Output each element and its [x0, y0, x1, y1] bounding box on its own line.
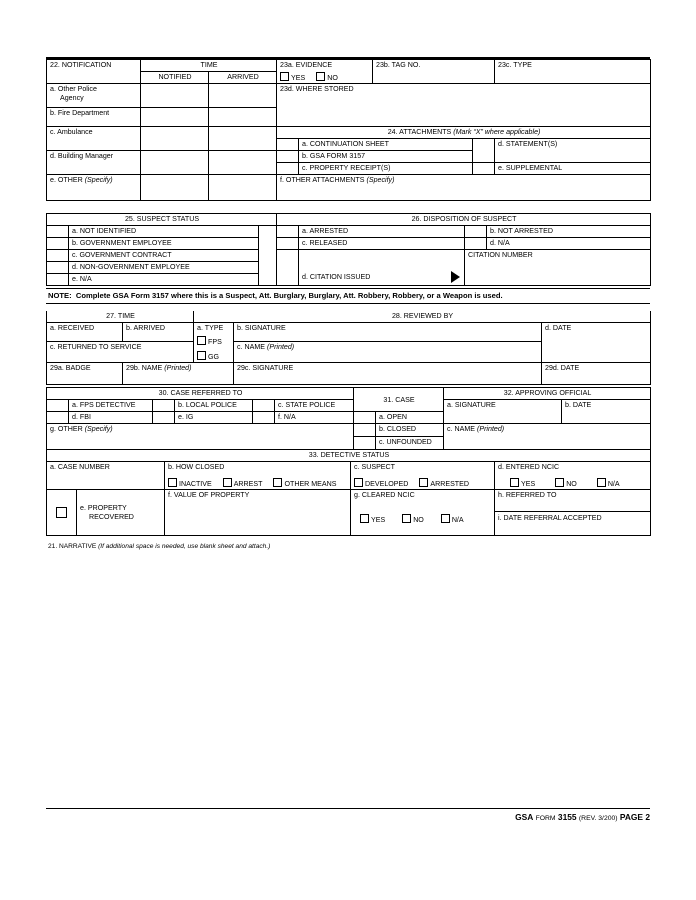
section-32-title: 32. APPROVING OFFICIAL: [444, 388, 651, 400]
suspect-d-mark[interactable]: [47, 262, 69, 274]
referral-a-mark[interactable]: [47, 400, 69, 412]
row-building-manager-label: d. Building Manager: [47, 151, 141, 175]
referral-f-mark[interactable]: [253, 412, 275, 424]
time-received-cell[interactable]: [47, 323, 123, 342]
property-recovered-line1: e. PROPERTY: [80, 504, 127, 513]
reviewer-name-cell[interactable]: c. NAME (Printed): [234, 341, 542, 362]
time-arrived-cell[interactable]: [123, 323, 194, 342]
suspect-e-label: e. N/A: [69, 274, 259, 286]
attachment-c-label: c. PROPERTY RECEIPT(S): [299, 163, 473, 175]
suspect-c-mark[interactable]: [47, 250, 69, 262]
evidence-no-label: NO: [327, 73, 338, 82]
disposition-dna-label: d. N/A: [487, 238, 651, 250]
note-text: NOTE: Complete GSA Form 3157 where this is a Suspect, Att. Burglary, Burglary, Att. Robbery, Robbery, or a Weapon is used.: [48, 291, 503, 300]
footer-agency: GSA: [515, 812, 534, 822]
badge-label: 29a. BADGE: [50, 363, 91, 372]
case-unfounded-label: c. UNFOUNDED: [376, 437, 444, 450]
other-arrived-field[interactable]: [209, 175, 277, 201]
checkbox-icon[interactable]: [273, 478, 282, 487]
section-33-title: 33. DETECTIVE STATUS: [47, 450, 651, 462]
time-header: TIME: [141, 60, 277, 72]
other-attachments-label: f. OTHER ATTACHMENTS: [280, 176, 367, 185]
attachment-e-mark[interactable]: [473, 163, 495, 175]
referral-other-label: g. OTHER: [50, 425, 85, 433]
suspect-a-mark[interactable]: [47, 226, 69, 238]
footer-revision: (REV. 3/200): [578, 815, 618, 822]
row-fire-department-label: b. Fire Department: [47, 108, 141, 127]
tag-no-cell[interactable]: [373, 60, 495, 84]
building-mgr-arrived-field[interactable]: [209, 151, 277, 175]
detective-suspect-cell: [351, 462, 495, 490]
date-referral-accepted-cell[interactable]: [495, 512, 650, 523]
case-open-label: a. OPEN: [376, 412, 444, 424]
entered-ncic-yes-option[interactable]: YES: [510, 478, 535, 489]
disposition-c-label: c. RELEASED: [299, 238, 465, 250]
footer-page-number: PAGE 2: [619, 812, 650, 822]
checkbox-icon[interactable]: [597, 478, 606, 487]
narrative-label: 21. NARRATIVE: [48, 543, 99, 550]
cleared-ncic-na-option[interactable]: N/A: [441, 514, 464, 525]
officer-date-label: 29d. DATE: [545, 363, 580, 372]
suspect-b-mark[interactable]: [47, 238, 69, 250]
officer-name-cell[interactable]: 29b. NAME (Printed): [123, 362, 234, 384]
footer-form-number: 3155: [557, 812, 577, 822]
col-notified-header: NOTIFIED: [141, 72, 209, 84]
value-of-property-cell[interactable]: [165, 490, 351, 536]
disposition-a-label: a. ARRESTED: [299, 226, 465, 238]
suspect-a-label: a. NOT IDENTIFIED: [69, 226, 259, 238]
checkbox-icon[interactable]: [223, 478, 232, 487]
detective-status-block: [46, 449, 651, 536]
ambulance-notified-field[interactable]: [141, 127, 209, 151]
citation-number-label: CITATION NUMBER: [468, 251, 533, 259]
attachment-a-mark[interactable]: [277, 139, 299, 151]
other-police-arrived-field[interactable]: [209, 84, 277, 108]
disposition-b-mark[interactable]: [465, 226, 487, 238]
citation-issued-label: d. CITATION ISSUED: [302, 273, 371, 282]
form-page: [46, 0, 650, 900]
case-open-mark[interactable]: [354, 412, 376, 424]
referral-d-mark[interactable]: [47, 412, 69, 424]
reviewer-signature-label: b. SIGNATURE: [237, 324, 286, 332]
referral-b-label: b. LOCAL POLICE: [175, 400, 253, 412]
suspect-b-label: b. GOVERNMENT EMPLOYEE: [69, 238, 259, 250]
suspect-status-blank-col: [259, 226, 277, 286]
disposition-b-label: b. NOT ARRESTED: [487, 226, 651, 238]
row-other-police-agency-label: a. Other Police Agency: [47, 84, 141, 108]
how-closed-arrest-option[interactable]: ARREST: [223, 478, 263, 489]
checkbox-icon[interactable]: [360, 514, 369, 523]
evidence-label: 23a. EVIDENCE: [280, 61, 333, 69]
referral-b-mark[interactable]: [153, 400, 175, 412]
suspect-e-mark[interactable]: [47, 274, 69, 286]
referral-e-mark[interactable]: [153, 412, 175, 424]
attachment-a-label: a. CONTINUATION SHEET: [299, 139, 473, 151]
type-gg-option[interactable]: GG: [197, 347, 231, 362]
referral-other-cell[interactable]: g. OTHER (Specify): [47, 424, 354, 450]
checkbox-icon[interactable]: [402, 514, 411, 523]
reviewer-name-label: c. NAME: [237, 342, 267, 351]
case-closed-label: b. CLOSED: [376, 424, 444, 437]
checkbox-icon[interactable]: [56, 507, 67, 518]
checkbox-icon[interactable]: [354, 478, 363, 487]
approving-signature-label: a. SIGNATURE: [447, 401, 496, 409]
attachment-e-label: e. SUPPLEMENTAL: [495, 163, 651, 175]
entered-ncic-no-option[interactable]: NO: [555, 478, 577, 489]
detective-case-number-label: a. CASE NUMBER: [50, 463, 110, 471]
checkbox-icon[interactable]: [280, 72, 289, 81]
how-closed-label: b. HOW CLOSED: [168, 463, 225, 471]
citation-number-cell[interactable]: [465, 250, 651, 286]
badge-cell[interactable]: [47, 362, 123, 384]
right-triangle-icon: [451, 271, 460, 283]
section-27-title: 27. TIME: [47, 311, 194, 323]
evidence-yes-option[interactable]: [280, 72, 305, 83]
type-cell: [194, 323, 234, 363]
referral-c-label: c. STATE POLICE: [275, 400, 354, 412]
evidence-no-option[interactable]: [316, 72, 338, 83]
other-attachments-cell[interactable]: f. OTHER ATTACHMENTS (Specify): [277, 175, 651, 201]
returned-to-service-label: c. RETURNED TO SERVICE: [50, 342, 142, 351]
suspect-status-disposition-block: [46, 213, 651, 286]
other-police-notified-field[interactable]: [141, 84, 209, 108]
cleared-ncic-cell: [351, 490, 495, 536]
type-fps-option[interactable]: FPS: [197, 333, 231, 347]
section-25-title: 25. SUSPECT STATUS: [47, 214, 277, 226]
property-recovered-label-cell: [77, 490, 165, 536]
referred-to-label: h. REFERRED TO: [498, 491, 557, 500]
referral-c-mark[interactable]: [253, 400, 275, 412]
tag-no-label: 23b. TAG NO.: [376, 61, 421, 69]
disposition-citation-mark[interactable]: [277, 250, 299, 286]
time-received-label: a. RECEIVED: [50, 324, 95, 332]
approving-date-label: b. DATE: [565, 401, 592, 409]
attachment-d-label: d. STATEMENT(S): [495, 139, 651, 163]
building-mgr-notified-field[interactable]: [141, 151, 209, 175]
value-of-property-label: f. VALUE OF PROPERTY: [168, 491, 250, 500]
approving-signature-cell[interactable]: [444, 400, 562, 424]
other-notified-field[interactable]: [141, 175, 209, 201]
how-closed-inactive-option[interactable]: INACTIVE: [168, 478, 212, 489]
checkbox-icon[interactable]: [197, 336, 206, 345]
note-row: [46, 288, 650, 304]
section-31-title: 31. CASE: [354, 388, 444, 412]
cleared-ncic-label: g. CLEARED NCIC: [354, 491, 415, 500]
officer-date-cell[interactable]: [542, 362, 651, 384]
referral-e-label: e. IG: [175, 412, 253, 424]
checkbox-icon[interactable]: [316, 72, 325, 81]
entered-ncic-label: d. ENTERED NCIC: [498, 463, 560, 471]
section-28-title: 28. REVIEWED BY: [194, 311, 651, 323]
footer-form-word: FORM: [535, 815, 556, 822]
officer-signature-label: 29c. SIGNATURE: [237, 363, 294, 372]
referral-case-approving-block: [46, 387, 651, 450]
row-other-specify-label: e. OTHER (Specify): [47, 175, 141, 201]
where-stored-label: 23d. WHERE STORED: [280, 85, 354, 94]
approving-name-cell[interactable]: c. NAME (Printed): [444, 424, 651, 450]
section-22-title: 22. NOTIFICATION: [47, 60, 141, 84]
date-referral-accepted-label: i. DATE REFERRAL ACCEPTED: [498, 514, 602, 523]
section-26-title: 26. DISPOSITION OF SUSPECT: [277, 214, 651, 226]
attachment-b-mark[interactable]: [277, 151, 299, 163]
disposition-c-mark[interactable]: [277, 238, 299, 250]
evidence-yes-label: YES: [291, 73, 306, 82]
attachment-d-mark[interactable]: [473, 139, 495, 163]
cleared-ncic-yes-option[interactable]: YES: [360, 514, 385, 525]
col-arrived-header: ARRIVED: [209, 72, 277, 84]
notification-attachments-block: [46, 59, 651, 201]
suspect-arrested-option[interactable]: ARRESTED: [419, 478, 469, 489]
disposition-a-mark[interactable]: [277, 226, 299, 238]
referral-f-label: f. N/A: [275, 412, 354, 424]
detective-suspect-label: c. SUSPECT: [354, 463, 395, 471]
narrative-section: 21. NARRATIVE (If additional space is needed, use blank sheet and attach.): [48, 543, 271, 550]
disposition-citation-cell: [299, 250, 465, 286]
disposition-dna-mark[interactable]: [465, 238, 487, 250]
officer-signature-cell[interactable]: [234, 362, 542, 384]
evidence-cell: [277, 60, 373, 84]
referred-to-cell[interactable]: [495, 490, 650, 512]
fire-arrived-field[interactable]: [209, 108, 277, 127]
checkbox-icon[interactable]: [510, 478, 519, 487]
returned-to-service-cell[interactable]: [47, 341, 194, 362]
reviewer-date-label: d. DATE: [545, 324, 572, 332]
fire-notified-field[interactable]: [141, 108, 209, 127]
form-footer: [46, 812, 650, 822]
referral-d-label: d. FBI: [69, 412, 153, 424]
checkbox-icon[interactable]: [197, 351, 206, 360]
section-30-title: 30. CASE REFERRED TO: [47, 388, 354, 400]
how-closed-other-means-option[interactable]: OTHER MEANS: [273, 478, 336, 489]
reviewer-signature-cell[interactable]: [234, 323, 542, 342]
case-closed-mark[interactable]: [354, 424, 376, 437]
time-reviewed-block: [46, 311, 651, 385]
detective-case-number-cell[interactable]: [47, 462, 165, 490]
property-recovered-line2: RECOVERED: [89, 513, 134, 522]
checkbox-icon[interactable]: [441, 514, 450, 523]
ambulance-arrived-field[interactable]: [209, 127, 277, 151]
how-closed-cell: [165, 462, 351, 490]
evidence-type-label: 23c. TYPE: [498, 61, 532, 69]
suspect-d-label: d. NON-GOVERNMENT EMPLOYEE: [69, 262, 259, 274]
row-ambulance-label: c. Ambulance: [47, 127, 141, 151]
entered-ncic-cell: [495, 462, 651, 490]
referral-a-label: a. FPS DETECTIVE: [69, 400, 153, 412]
attachment-b-label: b. GSA FORM 3157: [299, 151, 473, 163]
approving-date-cell[interactable]: [562, 400, 651, 424]
checkbox-icon[interactable]: [555, 478, 564, 487]
footer-rule: [46, 808, 650, 809]
entered-ncic-na-option[interactable]: N/A: [597, 478, 620, 489]
approving-name-label: c. NAME: [447, 425, 477, 433]
attachment-c-mark[interactable]: [277, 163, 299, 175]
where-stored-cell[interactable]: [277, 84, 651, 127]
reviewer-date-cell[interactable]: [542, 323, 651, 363]
section-24-title: 24. ATTACHMENTS (Mark “X” where applicable): [277, 127, 651, 139]
type-label: a. TYPE: [197, 324, 224, 332]
cleared-ncic-no-option[interactable]: NO: [402, 514, 424, 525]
evidence-type-cell[interactable]: [495, 60, 651, 84]
property-recovered-checkbox-cell[interactable]: [47, 490, 77, 536]
suspect-developed-option[interactable]: DEVELOPED: [354, 478, 408, 489]
checkbox-icon[interactable]: [419, 478, 428, 487]
checkbox-icon[interactable]: [168, 478, 177, 487]
officer-name-label: 29b. NAME: [126, 363, 165, 372]
case-unfounded-mark[interactable]: [354, 437, 376, 450]
time-arrived-label: b. ARRIVED: [126, 324, 166, 332]
suspect-c-label: c. GOVERNMENT CONTRACT: [69, 250, 259, 262]
referral-stack-cell: [495, 490, 651, 536]
